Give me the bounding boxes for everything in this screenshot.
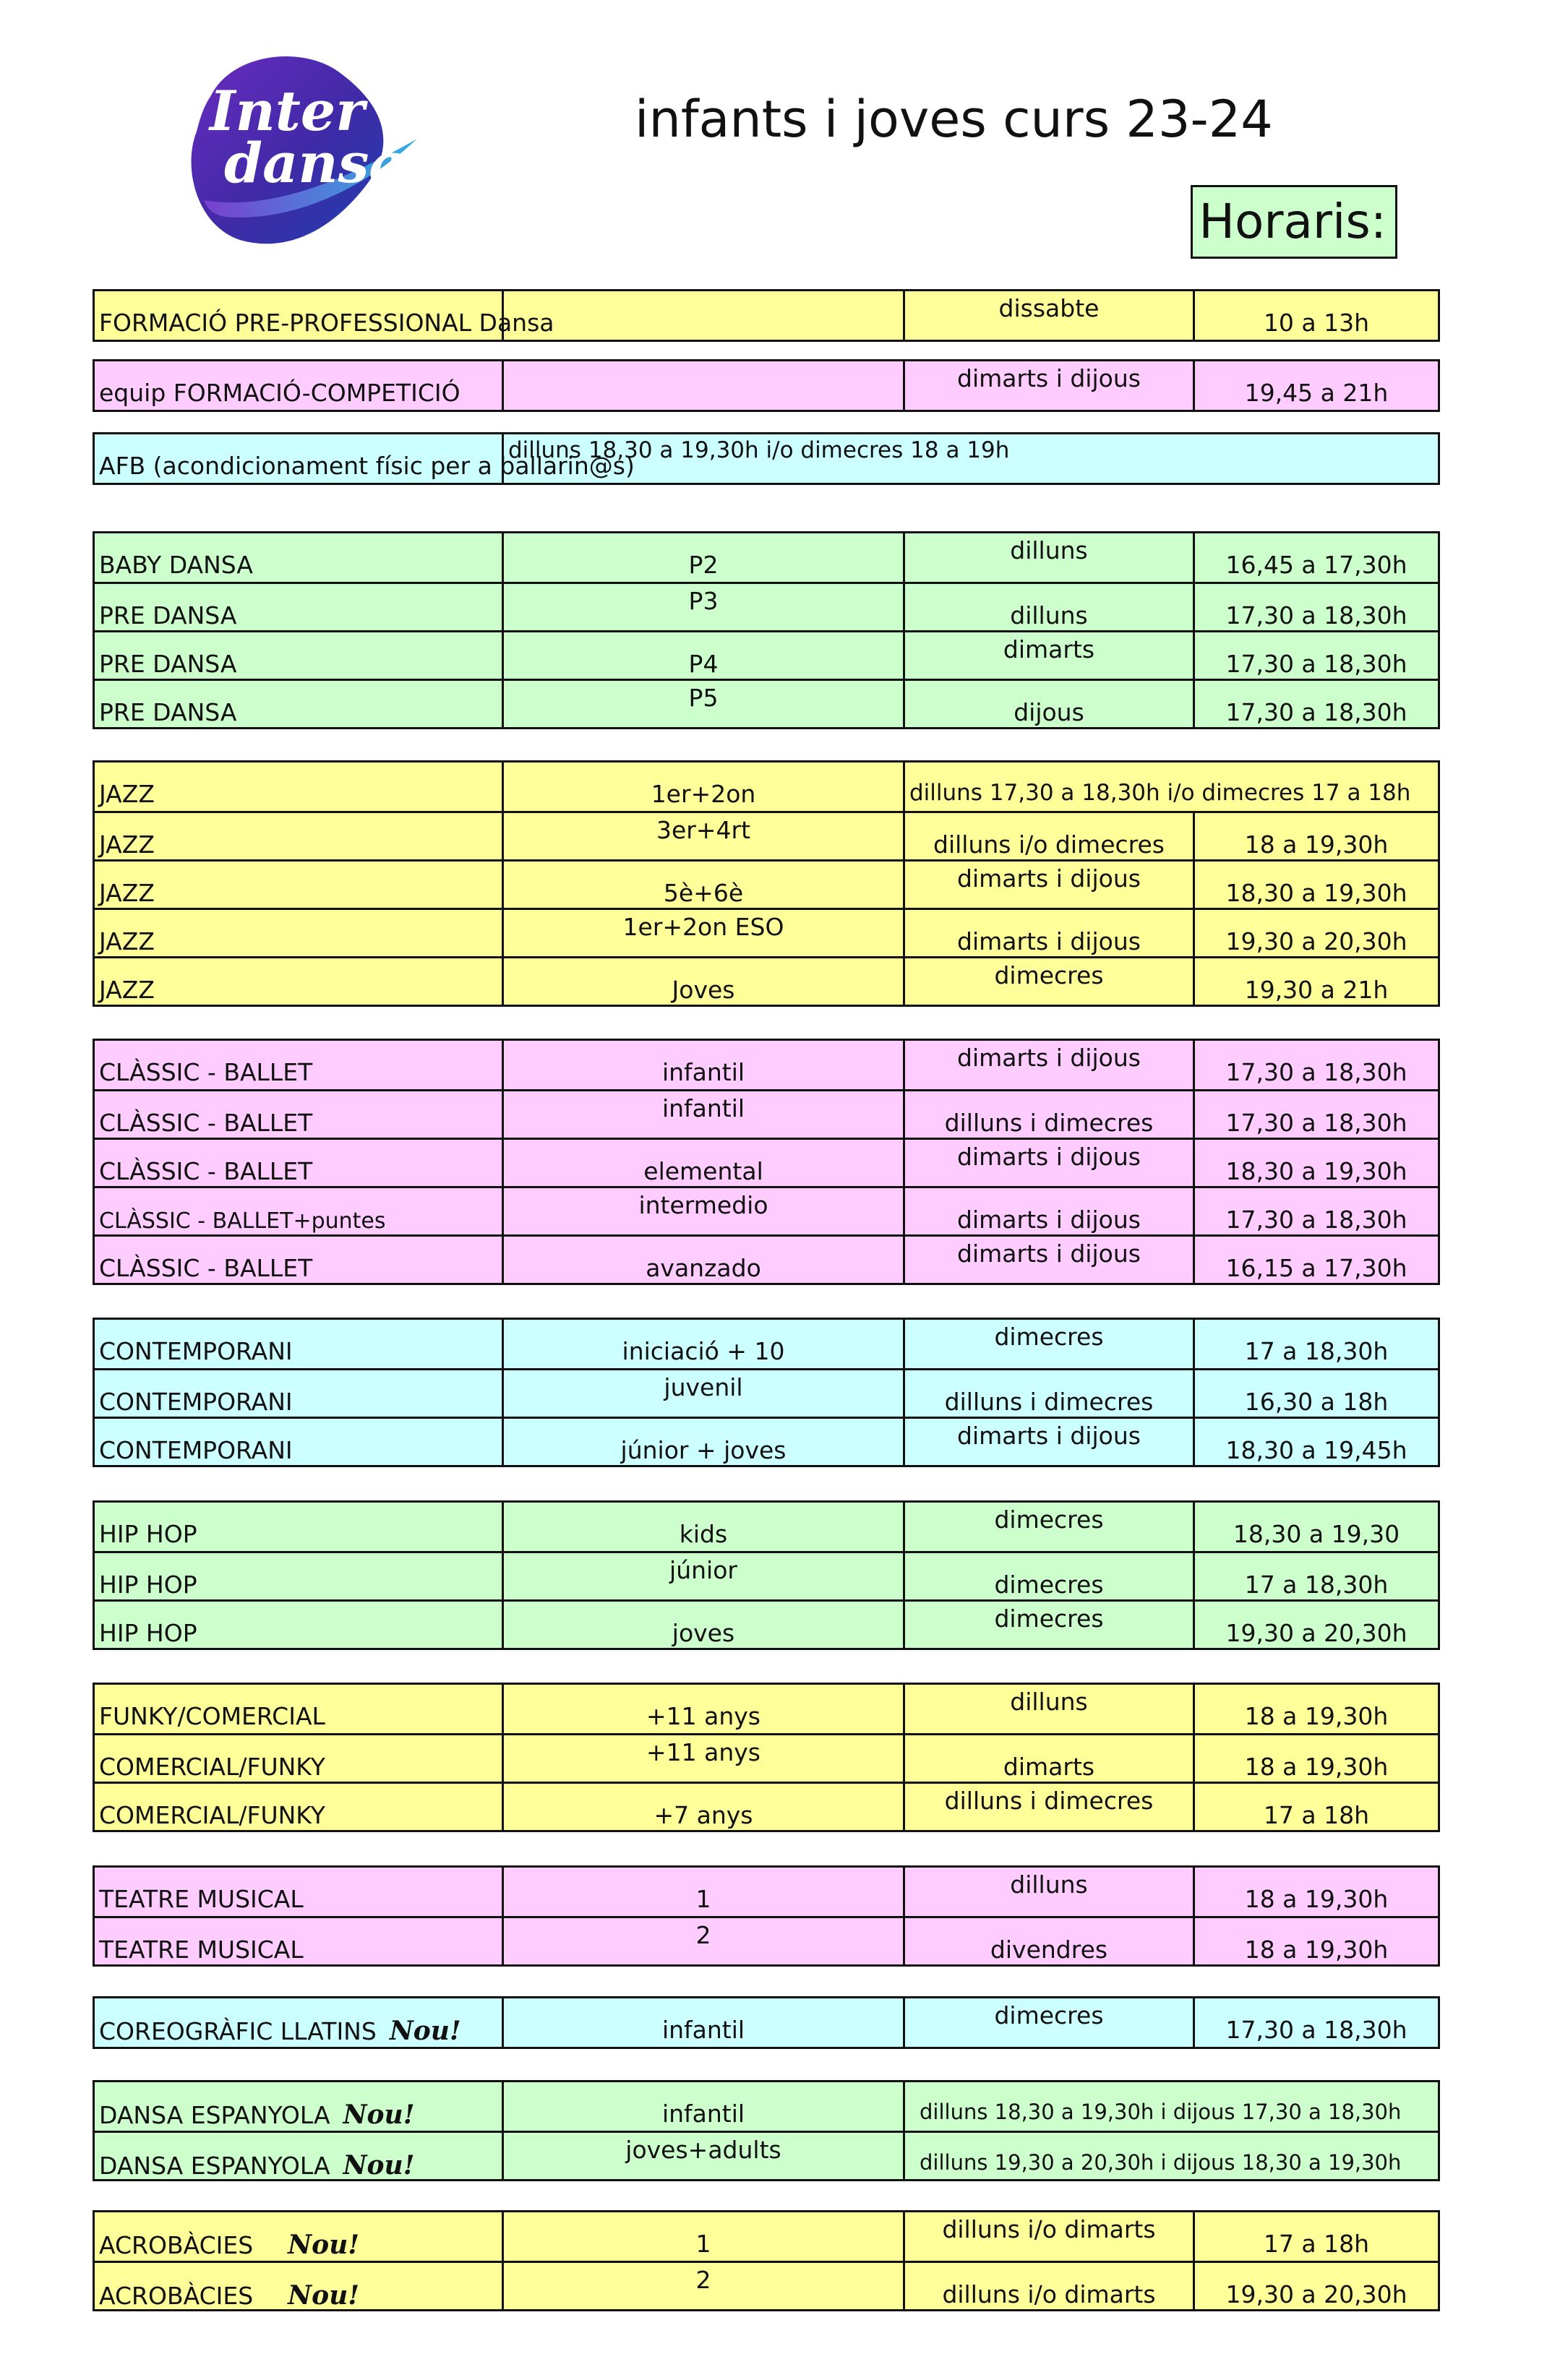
- schedule-group: [93, 760, 1440, 1007]
- class-name: [95, 2212, 502, 2261]
- class-days: dimecres: [903, 1998, 1193, 2047]
- class-level: 5è+6è: [502, 862, 903, 908]
- schedule-group: [93, 1996, 1440, 2049]
- logo-text-dansa: dansa: [224, 131, 405, 195]
- nou-badge: Nou!: [288, 2230, 360, 2260]
- class-days: dimecres: [903, 1602, 1193, 1648]
- class-name-text: JAZZ: [99, 830, 155, 859]
- class-time: 16,45 a 17,30h: [1193, 533, 1438, 582]
- class-days: dilluns i/o dimecres: [903, 813, 1193, 859]
- class-time: 17,30 a 18,30h: [1193, 1998, 1438, 2047]
- schedule-group: [93, 1039, 1440, 1285]
- schedule-row: [95, 1186, 1438, 1234]
- class-days: dimarts i dijous: [903, 361, 1193, 410]
- class-time: 17,30 a 18,30h: [1193, 1091, 1438, 1138]
- class-level: intermedio: [502, 1188, 903, 1234]
- class-name-text: HIP HOP: [99, 1520, 197, 1548]
- class-name: [95, 1320, 502, 1368]
- class-name-text: TEATRE MUSICAL: [99, 1936, 304, 1964]
- class-name-text: HIP HOP: [99, 1571, 197, 1599]
- schedule-row: [95, 1234, 1438, 1283]
- nou-badge: Nou!: [343, 2150, 415, 2181]
- class-name-text: CLÀSSIC - BALLET: [99, 1157, 313, 1185]
- class-name: [95, 1419, 502, 1465]
- class-name-text: PRE DANSA: [99, 650, 237, 678]
- class-level: júnior: [502, 1553, 903, 1599]
- schedule-row: [95, 956, 1438, 1005]
- class-name: [95, 2133, 502, 2179]
- class-time: 18 a 19,30h: [1193, 1685, 1438, 1733]
- class-time: 16,15 a 17,30h: [1193, 1237, 1438, 1283]
- schedule-group: [93, 1318, 1440, 1467]
- schedule-group: [93, 2210, 1440, 2311]
- class-name: [95, 1370, 502, 1417]
- class-name: [95, 361, 502, 410]
- class-name: [95, 1041, 502, 1089]
- schedule-row: [95, 2261, 1438, 2309]
- class-name-text: COMERCIAL/FUNKY: [99, 1753, 325, 1781]
- class-level: avanzado: [502, 1237, 903, 1283]
- class-level: Joves: [502, 958, 903, 1005]
- schedule-row: [95, 2212, 1438, 2261]
- class-time: 18 a 19,30h: [1193, 1918, 1438, 1964]
- class-days: dimarts: [903, 1735, 1193, 1782]
- class-level: infantil: [502, 1091, 903, 1138]
- class-time: 17,30 a 18,30h: [1193, 1188, 1438, 1234]
- class-name-text: COREOGRÀFIC LLATINS: [99, 2017, 377, 2045]
- nou-badge: Nou!: [288, 2280, 360, 2311]
- class-time: 18 a 19,30h: [1193, 1868, 1438, 1916]
- class-name: [95, 762, 502, 811]
- schedule-group: [93, 432, 1440, 485]
- schedule-row: [95, 1503, 1438, 1551]
- class-days: dimarts i dijous: [903, 1140, 1193, 1186]
- class-level: júnior + joves: [502, 1419, 903, 1465]
- class-days: dimarts i dijous: [903, 910, 1193, 956]
- class-name: [95, 1503, 502, 1551]
- class-name-text: JAZZ: [99, 879, 155, 907]
- class-name: [95, 1868, 502, 1916]
- class-days: dissabte: [903, 291, 1193, 340]
- class-days: dilluns i dimecres: [903, 1784, 1193, 1830]
- class-days: dilluns: [903, 1868, 1193, 1916]
- class-name: [95, 1735, 502, 1782]
- class-level: P3: [502, 584, 903, 630]
- class-name: [95, 584, 502, 630]
- schedule-group: [93, 1683, 1440, 1832]
- schedule-row: [95, 1733, 1438, 1782]
- class-name: [95, 1188, 502, 1234]
- class-name: [95, 434, 635, 483]
- class-level: kids: [502, 1503, 903, 1551]
- class-name: [95, 813, 502, 859]
- class-name-text: JAZZ: [99, 927, 155, 955]
- class-level: P5: [502, 681, 903, 727]
- schedule-row: [95, 859, 1438, 908]
- class-time: 17 a 18,30h: [1193, 1553, 1438, 1599]
- class-time: 17,30 a 18,30h: [1193, 1041, 1438, 1089]
- class-level: 1er+2on: [502, 762, 903, 811]
- class-level: +7 anys: [502, 1784, 903, 1830]
- class-days: dilluns: [903, 1685, 1193, 1733]
- schedule-row: [95, 630, 1438, 679]
- class-level: P4: [502, 632, 903, 679]
- schedule-row: [95, 1138, 1438, 1186]
- class-level: 1: [502, 1868, 903, 1916]
- class-time: 16,30 a 18h: [1193, 1370, 1438, 1417]
- class-level: elemental: [502, 1140, 903, 1186]
- class-name: [95, 1091, 502, 1138]
- class-name: [95, 1998, 502, 2047]
- class-level: [502, 291, 903, 340]
- class-days: dilluns i dimecres: [903, 1091, 1193, 1138]
- class-days: dimarts: [903, 632, 1193, 679]
- class-name-text: HIP HOP: [99, 1619, 197, 1647]
- class-level: joves+adults: [502, 2133, 903, 2179]
- class-schedule: dilluns 18,30 a 19,30h i/o dimecres 18 a 19h: [502, 434, 1438, 483]
- class-time: 10 a 13h: [1193, 291, 1438, 340]
- class-level: 1: [502, 2212, 903, 2261]
- class-name-text: CLÀSSIC - BALLET: [99, 1109, 313, 1137]
- class-days: dimarts i dijous: [903, 1419, 1193, 1465]
- schedule-row: [95, 811, 1438, 859]
- class-name-text: TEATRE MUSICAL: [99, 1885, 304, 1913]
- class-days: divendres: [903, 1918, 1193, 1964]
- class-name: [95, 1140, 502, 1186]
- class-name: [95, 1685, 502, 1733]
- class-days: dilluns: [903, 584, 1193, 630]
- class-time: 18,30 a 19,45h: [1193, 1419, 1438, 1465]
- schedule-row: [95, 1782, 1438, 1830]
- class-name-text: COMERCIAL/FUNKY: [99, 1801, 325, 1829]
- horaris-label: Horaris:: [1191, 185, 1397, 259]
- schedule-row: [95, 762, 1438, 811]
- class-level: +11 anys: [502, 1685, 903, 1733]
- class-name-text: DANSA ESPANYOLA: [99, 2152, 330, 2180]
- schedule-group: [93, 289, 1440, 342]
- schedule-group: [93, 2080, 1440, 2181]
- class-name-text: PRE DANSA: [99, 698, 237, 726]
- logo-text-inter: Inter: [210, 79, 365, 143]
- schedule-row: [95, 1551, 1438, 1599]
- schedule-row: [95, 1320, 1438, 1368]
- interdansa-logo: [182, 45, 421, 262]
- class-name-text: CONTEMPORANI: [99, 1436, 293, 1464]
- page-title: infants i joves curs 23-24: [635, 90, 1273, 149]
- class-level: infantil: [502, 2082, 903, 2131]
- schedule-row: [95, 2131, 1438, 2179]
- nou-badge: Nou!: [343, 2100, 415, 2130]
- class-level: P2: [502, 533, 903, 582]
- schedule-group: [93, 359, 1440, 412]
- class-time: 19,30 a 21h: [1193, 958, 1438, 1005]
- class-time: 19,30 a 20,30h: [1193, 2263, 1438, 2309]
- class-days: dilluns i/o dimarts: [903, 2263, 1193, 2309]
- schedule-row: [95, 1868, 1438, 1916]
- class-time: 18 a 19,30h: [1193, 1735, 1438, 1782]
- class-days: dimecres: [903, 1503, 1193, 1551]
- class-name-text: JAZZ: [99, 780, 155, 808]
- class-name: [95, 1784, 502, 1830]
- class-name: [95, 2263, 502, 2309]
- class-days: dimarts i dijous: [903, 1041, 1193, 1089]
- class-time: 17 a 18h: [1193, 2212, 1438, 2261]
- class-time: 19,45 a 21h: [1193, 361, 1438, 410]
- class-name-text: ACROBÀCIES: [99, 2282, 254, 2310]
- class-days: dimarts i dijous: [903, 1188, 1193, 1234]
- class-time: 17 a 18h: [1193, 1784, 1438, 1830]
- class-time: 17,30 a 18,30h: [1193, 681, 1438, 727]
- class-level: [502, 361, 903, 410]
- class-days: dimecres: [903, 1320, 1193, 1368]
- class-level: +11 anys: [502, 1735, 903, 1782]
- class-name: [95, 2082, 502, 2131]
- class-name-text: FORMACIÓ PRE-PROFESSIONAL Dansa: [99, 309, 554, 337]
- class-level: infantil: [502, 1998, 903, 2047]
- schedule-row: [95, 582, 1438, 630]
- class-name-text: equip FORMACIÓ-COMPETICIÓ: [99, 379, 460, 407]
- class-level: joves: [502, 1602, 903, 1648]
- schedule-row: [95, 533, 1438, 582]
- schedule-row: [95, 1417, 1438, 1465]
- class-days: dilluns i/o dimarts: [903, 2212, 1193, 2261]
- class-days: dilluns: [903, 533, 1193, 582]
- class-name-text: CLÀSSIC - BALLET: [99, 1058, 313, 1086]
- class-name-text: FUNKY/COMERCIAL: [99, 1702, 325, 1730]
- schedule-group: [93, 1500, 1440, 1650]
- class-time: 17 a 18,30h: [1193, 1320, 1438, 1368]
- class-time: 19,30 a 20,30h: [1193, 1602, 1438, 1648]
- class-name-text: CONTEMPORANI: [99, 1388, 293, 1416]
- class-name-text: DANSA ESPANYOLA: [99, 2101, 330, 2129]
- class-time: 18 a 19,30h: [1193, 813, 1438, 859]
- class-days: dilluns i dimecres: [903, 1370, 1193, 1417]
- schedule-group: [93, 1865, 1440, 1967]
- class-name: [95, 632, 502, 679]
- class-name-text: AFB (acondicionament físic per a ballarin@s): [99, 452, 635, 480]
- schedule-row: [95, 291, 1438, 340]
- schedule-row: [95, 1089, 1438, 1138]
- class-name-text: CLÀSSIC - BALLET+puntes: [99, 1208, 386, 1234]
- schedule-row: [95, 908, 1438, 956]
- class-name-text: CONTEMPORANI: [99, 1337, 293, 1365]
- schedule-row: [95, 1599, 1438, 1648]
- class-time: 18,30 a 19,30h: [1193, 1140, 1438, 1186]
- class-time: 17,30 a 18,30h: [1193, 584, 1438, 630]
- class-name-text: BABY DANSA: [99, 551, 253, 579]
- nou-badge: Nou!: [389, 2016, 461, 2046]
- class-days: dimecres: [903, 958, 1193, 1005]
- class-level: iniciació + 10: [502, 1320, 903, 1368]
- class-days: dimarts i dijous: [903, 1237, 1193, 1283]
- class-schedule: dilluns 18,30 a 19,30h i dijous 17,30 a 18,30h: [903, 2082, 1438, 2131]
- class-level: 3er+4rt: [502, 813, 903, 859]
- schedule-row: [95, 2082, 1438, 2131]
- class-level: juvenil: [502, 1370, 903, 1417]
- schedule-row: [95, 1916, 1438, 1964]
- class-name: [95, 862, 502, 908]
- schedule-row: [95, 1368, 1438, 1417]
- class-name: [95, 681, 502, 727]
- class-schedule: dilluns 19,30 a 20,30h i dijous 18,30 a 19,30h: [903, 2133, 1438, 2179]
- class-level: 2: [502, 1918, 903, 1964]
- class-level: 2: [502, 2263, 903, 2309]
- class-name: [95, 1553, 502, 1599]
- class-time: 17,30 a 18,30h: [1193, 632, 1438, 679]
- class-time: 18,30 a 19,30: [1193, 1503, 1438, 1551]
- class-days: dimecres: [903, 1553, 1193, 1599]
- schedule-row: [95, 1998, 1438, 2047]
- class-schedule: dilluns 17,30 a 18,30h i/o dimecres 17 a 18h: [903, 762, 1438, 811]
- class-time: 18,30 a 19,30h: [1193, 862, 1438, 908]
- class-name-text: CLÀSSIC - BALLET: [99, 1254, 313, 1282]
- class-days: dijous: [903, 681, 1193, 727]
- class-name: [95, 1918, 502, 1964]
- schedule-row: [95, 434, 1438, 483]
- schedule-row: [95, 1685, 1438, 1733]
- class-name: [95, 1237, 502, 1283]
- class-level: infantil: [502, 1041, 903, 1089]
- class-name-text: ACROBÀCIES: [99, 2231, 254, 2259]
- schedule-row: [95, 361, 1438, 410]
- schedule-group: [93, 531, 1440, 729]
- class-name-text: JAZZ: [99, 976, 155, 1004]
- class-name: [95, 958, 502, 1005]
- class-level: 1er+2on ESO: [502, 910, 903, 956]
- class-name-text: PRE DANSA: [99, 601, 237, 630]
- class-name: [95, 1602, 502, 1648]
- schedule-row: [95, 1041, 1438, 1089]
- schedule-row: [95, 679, 1438, 727]
- class-name: [95, 910, 502, 956]
- class-name: [95, 291, 554, 340]
- class-time: 19,30 a 20,30h: [1193, 910, 1438, 956]
- class-days: dimarts i dijous: [903, 862, 1193, 908]
- class-name: [95, 533, 502, 582]
